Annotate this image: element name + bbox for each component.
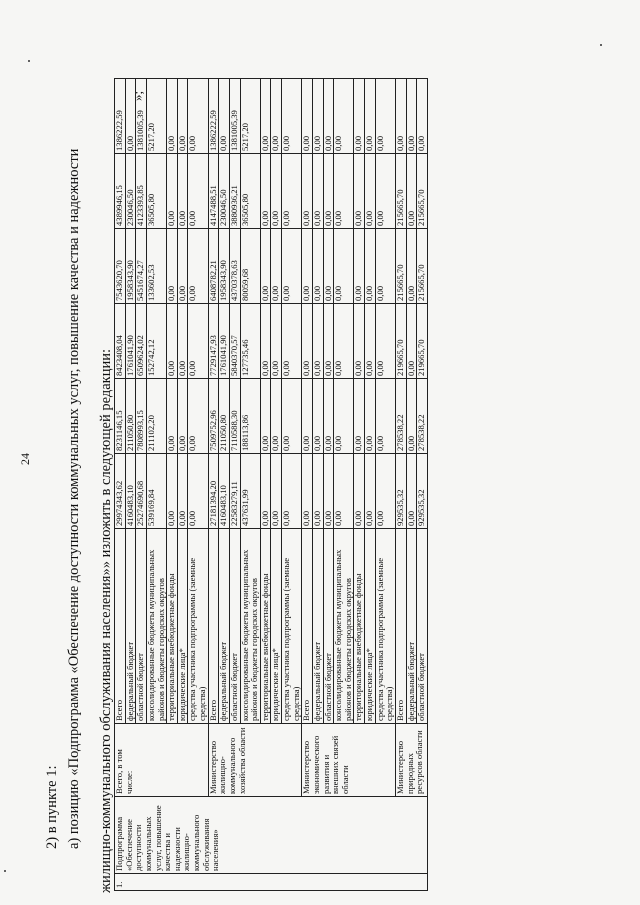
amount-cell: 0,00 bbox=[271, 79, 282, 154]
funding-source-cell: территориальные внебюджетные фонды bbox=[167, 529, 178, 724]
funding-source-cell: консолидированные бюджеты муниципальных районов и бюджеты городских округов bbox=[240, 529, 260, 724]
funding-source-cell: федеральный бюджет bbox=[312, 529, 323, 724]
amount-cell: 5451674,27 bbox=[136, 229, 147, 304]
amount-cell: 0,00 bbox=[334, 304, 354, 379]
amount-cell: 8423408,04 bbox=[115, 304, 126, 379]
amount-cell: 36505,80 bbox=[240, 154, 260, 229]
amount-cell: 0,00 bbox=[177, 304, 188, 379]
executor-cell: Всего, в том числе: bbox=[115, 724, 209, 797]
amount-cell: 0,00 bbox=[323, 154, 334, 229]
amount-cell: 929535,32 bbox=[417, 454, 428, 529]
amount-cell: 0,00 bbox=[365, 229, 376, 304]
funding-source-cell: федеральный бюджет bbox=[125, 529, 136, 724]
amount-cell: 3880936,21 bbox=[229, 154, 240, 229]
amount-cell: 211102,20 bbox=[146, 379, 166, 454]
amount-cell: 0,00 bbox=[406, 229, 417, 304]
amount-cell: 0,00 bbox=[354, 304, 365, 379]
amount-cell: 0,00 bbox=[312, 454, 323, 529]
funding-source-cell: Всего bbox=[208, 529, 219, 724]
amount-cell: 230046,50 bbox=[219, 154, 230, 229]
funding-source-cell: федеральный бюджет bbox=[219, 529, 230, 724]
amount-cell: 211050,80 bbox=[125, 379, 136, 454]
scan-speck bbox=[600, 44, 602, 46]
amount-cell: 0,00 bbox=[312, 304, 323, 379]
scan-speck bbox=[4, 870, 6, 872]
funding-source-cell: территориальные внебюджетные фонды bbox=[260, 529, 271, 724]
funding-source-cell: юридические лица* bbox=[271, 529, 282, 724]
amount-cell: 7110588,30 bbox=[229, 379, 240, 454]
amount-cell: 278538,22 bbox=[417, 379, 428, 454]
amount-cell: 0,00 bbox=[365, 304, 376, 379]
amount-cell: 0,00 bbox=[302, 454, 313, 529]
amount-cell: 1386222,59 bbox=[115, 79, 126, 154]
funding-source-cell: областной бюджет bbox=[229, 529, 240, 724]
amount-cell: 437631,99 bbox=[240, 454, 260, 529]
amount-cell: 0,00 bbox=[375, 454, 395, 529]
amount-cell: 0,00 bbox=[406, 79, 417, 154]
amount-cell: 0,00 bbox=[395, 79, 406, 154]
funding-source-cell: консолидированные бюджеты муниципальных районов и бюджеты городских округов bbox=[146, 529, 166, 724]
table-row bbox=[302, 79, 313, 891]
amount-cell: 219665,70 bbox=[395, 304, 406, 379]
amount-cell: 5217,20 bbox=[240, 79, 260, 154]
funding-source-cell: юридические лица* bbox=[365, 529, 376, 724]
amount-cell: 0,00 bbox=[406, 379, 417, 454]
amount-cell: 0,00 bbox=[167, 229, 178, 304]
amount-cell: 29974343,62 bbox=[115, 454, 126, 529]
amount-cell: 1381005,39 bbox=[229, 79, 240, 154]
funding-source-cell: Всего bbox=[395, 529, 406, 724]
funding-source-cell: областной бюджет bbox=[323, 529, 334, 724]
amount-cell: 0,00 bbox=[323, 304, 334, 379]
amount-cell: 0,00 bbox=[323, 79, 334, 154]
amount-cell: 0,00 bbox=[375, 379, 395, 454]
amount-cell: 0,00 bbox=[167, 79, 178, 154]
amount-cell: 8231146,15 bbox=[115, 379, 126, 454]
amount-cell: 0,00 bbox=[406, 454, 417, 529]
amount-cell: 1958343,90 bbox=[125, 229, 136, 304]
amount-cell: 0,00 bbox=[302, 229, 313, 304]
program-name-cell: Подпрограмма «Обеспечение доступности коммунальных услуг, повышение качества и надежности жилищно-коммунального обслуживания населения» bbox=[115, 797, 428, 874]
amount-cell: 1381005,39 bbox=[136, 79, 147, 154]
amount-cell: 0,00 bbox=[354, 229, 365, 304]
amount-cell: 0,00 bbox=[282, 229, 302, 304]
amount-cell: 0,00 bbox=[188, 304, 208, 379]
executor-cell: Министерство жилищно-коммунального хозяйства области bbox=[208, 724, 302, 797]
amount-cell: 0,00 bbox=[302, 379, 313, 454]
amount-cell: 0,00 bbox=[375, 79, 395, 154]
amount-cell: 0,00 bbox=[260, 304, 271, 379]
executor-cell: Министерство экономического развития и внешних связей области bbox=[302, 724, 396, 797]
amount-cell: 0,00 bbox=[406, 304, 417, 379]
amount-cell: 0,00 bbox=[167, 379, 178, 454]
funding-source-cell: средства участника подпрограммы (заемные средства) bbox=[375, 529, 395, 724]
amount-cell: 152742,12 bbox=[146, 304, 166, 379]
amount-cell: 0,00 bbox=[334, 454, 354, 529]
amount-cell: 0,00 bbox=[188, 454, 208, 529]
amount-cell: 0,00 bbox=[167, 154, 178, 229]
amount-cell: 22583279,11 bbox=[229, 454, 240, 529]
amount-cell: 0,00 bbox=[167, 304, 178, 379]
funding-table bbox=[114, 78, 428, 891]
amount-cell: 0,00 bbox=[282, 79, 302, 154]
amount-cell: 0,00 bbox=[271, 154, 282, 229]
amount-cell: 0,00 bbox=[177, 379, 188, 454]
amount-cell: 7729147,93 bbox=[208, 304, 219, 379]
amount-cell: 219665,70 bbox=[417, 304, 428, 379]
amount-cell: 0,00 bbox=[125, 79, 136, 154]
amount-cell: 0,00 bbox=[365, 454, 376, 529]
amount-cell: 0,00 bbox=[375, 229, 395, 304]
amount-cell: 0,00 bbox=[260, 154, 271, 229]
amount-cell: 0,00 bbox=[375, 304, 395, 379]
amount-cell: 133602,53 bbox=[146, 229, 166, 304]
funding-source-cell: Всего bbox=[302, 529, 313, 724]
funding-source-cell: средства участника подпрограммы (заемные средства) bbox=[282, 529, 302, 724]
amount-cell: 0,00 bbox=[312, 379, 323, 454]
amount-cell: 0,00 bbox=[354, 154, 365, 229]
amount-cell: 0,00 bbox=[365, 154, 376, 229]
funding-source-cell: Всего bbox=[115, 529, 126, 724]
amount-cell: 7509752,96 bbox=[208, 379, 219, 454]
amount-cell: 215665,70 bbox=[395, 154, 406, 229]
amount-cell: 230046,50 bbox=[125, 154, 136, 229]
amount-cell: 0,00 bbox=[354, 79, 365, 154]
amount-cell: 0,00 bbox=[312, 229, 323, 304]
amount-cell: 0,00 bbox=[219, 79, 230, 154]
amount-cell: 0,00 bbox=[188, 154, 208, 229]
amount-cell: 0,00 bbox=[260, 379, 271, 454]
amount-cell: 0,00 bbox=[334, 379, 354, 454]
funding-source-cell: областной бюджет bbox=[136, 529, 147, 724]
amount-cell: 1761041,90 bbox=[219, 304, 230, 379]
page-number: 24 bbox=[18, 453, 32, 465]
clause-subheading-cont: жилищно-коммунального обслуживания населения»» изложить в следующей редакции: bbox=[98, 348, 114, 893]
amount-cell: 1386222,59 bbox=[208, 79, 219, 154]
amount-cell: 127735,46 bbox=[240, 304, 260, 379]
amount-cell: 25274690,68 bbox=[136, 454, 147, 529]
amount-cell: 0,00 bbox=[365, 79, 376, 154]
amount-cell: 0,00 bbox=[323, 229, 334, 304]
amount-cell: 0,00 bbox=[406, 154, 417, 229]
funding-source-cell: юридические лица* bbox=[177, 529, 188, 724]
amount-cell: 0,00 bbox=[375, 154, 395, 229]
amount-cell: 0,00 bbox=[334, 229, 354, 304]
amount-cell: 0,00 bbox=[260, 229, 271, 304]
amount-cell: 4147488,51 bbox=[208, 154, 219, 229]
amount-cell: 4389946,15 bbox=[115, 154, 126, 229]
amount-cell: 0,00 bbox=[312, 154, 323, 229]
amount-cell: 4160483,10 bbox=[219, 454, 230, 529]
funding-source-cell: территориальные внебюджетные фонды bbox=[354, 529, 365, 724]
scan-speck bbox=[28, 60, 30, 62]
amount-cell: 5840370,57 bbox=[229, 304, 240, 379]
amount-cell: 0,00 bbox=[417, 79, 428, 154]
amount-cell: 80059,68 bbox=[240, 229, 260, 304]
amount-cell: 0,00 bbox=[302, 154, 313, 229]
table-row bbox=[395, 79, 406, 891]
amount-cell: 0,00 bbox=[177, 229, 188, 304]
amount-cell: 215665,70 bbox=[417, 229, 428, 304]
amount-cell: 0,00 bbox=[188, 379, 208, 454]
amount-cell: 0,00 bbox=[177, 79, 188, 154]
amount-cell: 27181394,20 bbox=[208, 454, 219, 529]
amount-cell: 0,00 bbox=[167, 454, 178, 529]
amount-cell: 0,00 bbox=[302, 79, 313, 154]
closing-quote: »; bbox=[130, 90, 145, 101]
funding-source-cell: областной бюджет bbox=[417, 529, 428, 724]
amount-cell: 188113,86 bbox=[240, 379, 260, 454]
amount-cell: 0,00 bbox=[260, 79, 271, 154]
amount-cell: 0,00 bbox=[323, 379, 334, 454]
amount-cell: 929535,32 bbox=[395, 454, 406, 529]
amount-cell: 215665,70 bbox=[417, 154, 428, 229]
amount-cell: 1958343,90 bbox=[219, 229, 230, 304]
amount-cell: 0,00 bbox=[282, 154, 302, 229]
amount-cell: 0,00 bbox=[302, 304, 313, 379]
funding-source-cell: консолидированные бюджеты муниципальных районов и бюджеты городских округов bbox=[334, 529, 354, 724]
amount-cell: 4370378,63 bbox=[229, 229, 240, 304]
amount-cell: 0,00 bbox=[334, 154, 354, 229]
funding-source-cell: федеральный бюджет bbox=[406, 529, 417, 724]
amount-cell: 0,00 bbox=[282, 379, 302, 454]
amount-cell: 0,00 bbox=[271, 304, 282, 379]
amount-cell: 5217,20 bbox=[146, 79, 166, 154]
amount-cell: 0,00 bbox=[271, 379, 282, 454]
amount-cell: 0,00 bbox=[323, 454, 334, 529]
amount-cell: 0,00 bbox=[188, 229, 208, 304]
amount-cell: 211050,80 bbox=[219, 379, 230, 454]
table-row bbox=[208, 79, 219, 891]
clause-subheading: а) позицию «Подпрограмма «Обеспечение доступности коммунальных услуг, повышение качества и надежности bbox=[66, 148, 82, 849]
clause-heading: 2) в пункте 1: bbox=[44, 765, 60, 849]
amount-cell: 0,00 bbox=[282, 454, 302, 529]
amount-cell: 4160483,10 bbox=[125, 454, 136, 529]
amount-cell: 7808993,15 bbox=[136, 379, 147, 454]
amount-cell: 0,00 bbox=[312, 79, 323, 154]
amount-cell: 0,00 bbox=[188, 79, 208, 154]
row-number-cell: 1. bbox=[115, 874, 428, 891]
amount-cell: 6509624,02 bbox=[136, 304, 147, 379]
amount-cell: 0,00 bbox=[334, 79, 354, 154]
amount-cell: 0,00 bbox=[354, 454, 365, 529]
executor-cell: Министерство природных ресурсов области bbox=[395, 724, 427, 797]
amount-cell: 0,00 bbox=[260, 454, 271, 529]
amount-cell: 539169,84 bbox=[146, 454, 166, 529]
amount-cell: 0,00 bbox=[365, 379, 376, 454]
amount-cell: 278538,22 bbox=[395, 379, 406, 454]
amount-cell: 215665,70 bbox=[395, 229, 406, 304]
amount-cell: 6408782,21 bbox=[208, 229, 219, 304]
amount-cell: 4123393,85 bbox=[136, 154, 147, 229]
table-row bbox=[115, 79, 126, 891]
amount-cell: 0,00 bbox=[282, 304, 302, 379]
amount-cell: 7543620,70 bbox=[115, 229, 126, 304]
amount-cell: 0,00 bbox=[177, 154, 188, 229]
amount-cell: 0,00 bbox=[271, 229, 282, 304]
funding-source-cell: средства участника подпрограммы (заемные средства) bbox=[188, 529, 208, 724]
amount-cell: 1761041,90 bbox=[125, 304, 136, 379]
amount-cell: 0,00 bbox=[354, 379, 365, 454]
amount-cell: 0,00 bbox=[271, 454, 282, 529]
amount-cell: 36505,80 bbox=[146, 154, 166, 229]
amount-cell: 0,00 bbox=[177, 454, 188, 529]
